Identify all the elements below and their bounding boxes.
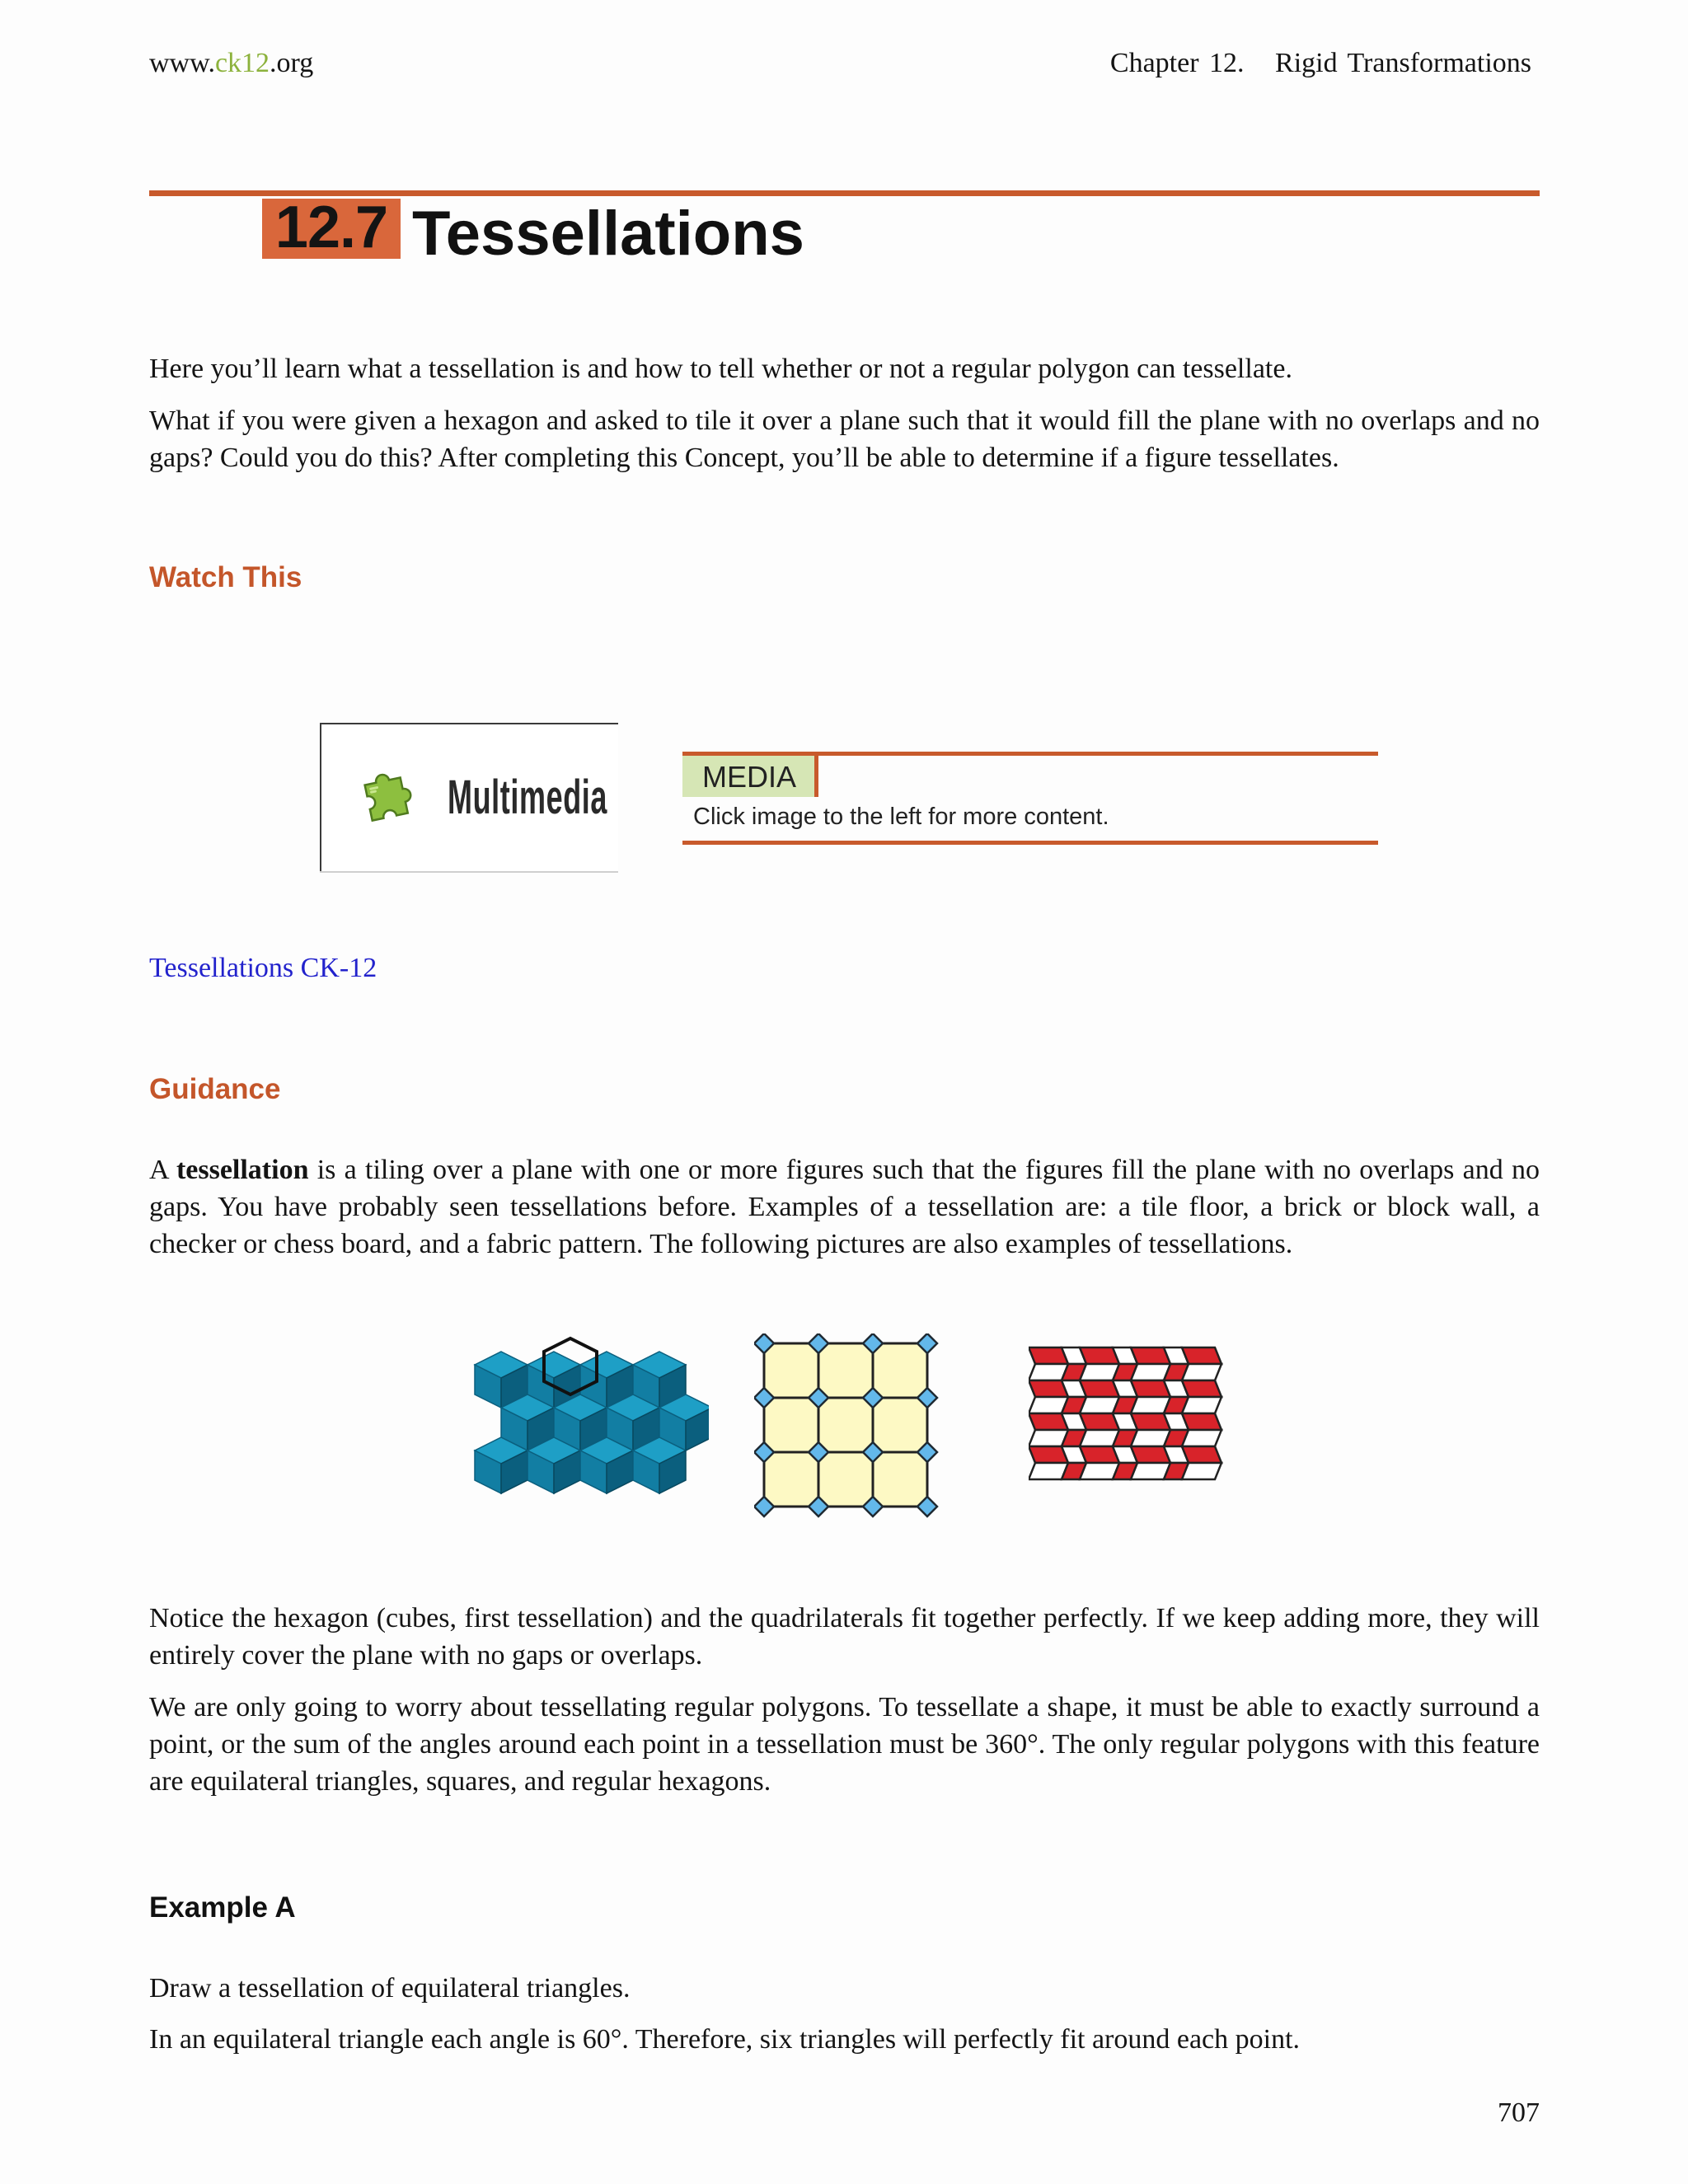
guidance-paragraph-1 [149,1151,1540,1263]
media-bottom-rule [682,841,1378,845]
guidance-p1-start: A [149,1155,176,1185]
example-a-paragraph-1: Draw a tessellation of equilateral triangles. [149,1973,631,2004]
section-title: Tessellations [412,199,804,269]
video-link[interactable]: Tessellations CK-12 [149,953,377,983]
multimedia-thumbnail-label: Multimedia [448,771,608,824]
puzzle-icon [356,764,420,828]
chapter-title: Chapter 12. Rigid Transformations [1109,48,1531,78]
watch-heading: Watch This [149,561,302,593]
tessellation-term: tessellation [176,1155,309,1185]
guidance-p1-rest: is a tiling over a plane with one or more figures such that the figures fill the plane with no overlaps and no gaps. You have probably seen tessellations before. Examples of a tessellation are: a tile floor, a brick or block wall, a checker or chess board, and a fabric pattern. The following pictures are also examples of tessellations. [149,1155,1540,1259]
intro-paragraph-1: Here you’ll learn what a tessellation is and how to tell whether or not a regular polygon can tessellate. [149,354,1292,384]
octagon-square-tessellation-figure [754,1333,944,1519]
intro-paragraph-2: What if you were given a hexagon and asked to tile it over a plane such that it would fill the plane with no overlaps and no gaps? Could you do this? After completing this Concept, you’ll be able to determine if a figure tessellates. [149,405,1540,473]
site-url-suffix: .org [270,48,314,78]
zigzag-tessellation-figure [1029,1343,1226,1500]
site-url[interactable] [149,48,313,79]
site-url-brand: ck12 [214,48,270,78]
media-label: MEDIA [702,760,797,794]
example-a-paragraph-2: In an equilateral triangle each angle is 60°. Therefore, six triangles will perfectly fit around each point. [149,2024,1301,2055]
page-number: 707 [1498,2097,1540,2128]
media-caption: Click image to the left for more content. [693,804,1109,830]
site-url-prefix: www. [149,48,215,78]
cube-tessellation-figure [462,1335,709,1504]
guidance-paragraph-2: Notice the hexagon (cubes, first tessellation) and the quadrilaterals fit together perfectly. If we keep adding more, they will entirely cover the plane with no gaps or overlaps. [149,1603,1540,1671]
guidance-paragraph-3: We are only going to worry about tessellating regular polygons. To tessellate a shape, it must be able to exactly surround a point, or the sum of the angles around each point in a tessellation must be 360°. The only regular polygons with this feature are equilateral triangles, squares, and regular hexagons. [149,1692,1540,1797]
example-a-heading: Example A [149,1891,296,1924]
thumbnail-bottom-edge [320,871,618,873]
section-number: 12.7 [274,194,388,260]
guidance-heading: Guidance [149,1073,281,1105]
